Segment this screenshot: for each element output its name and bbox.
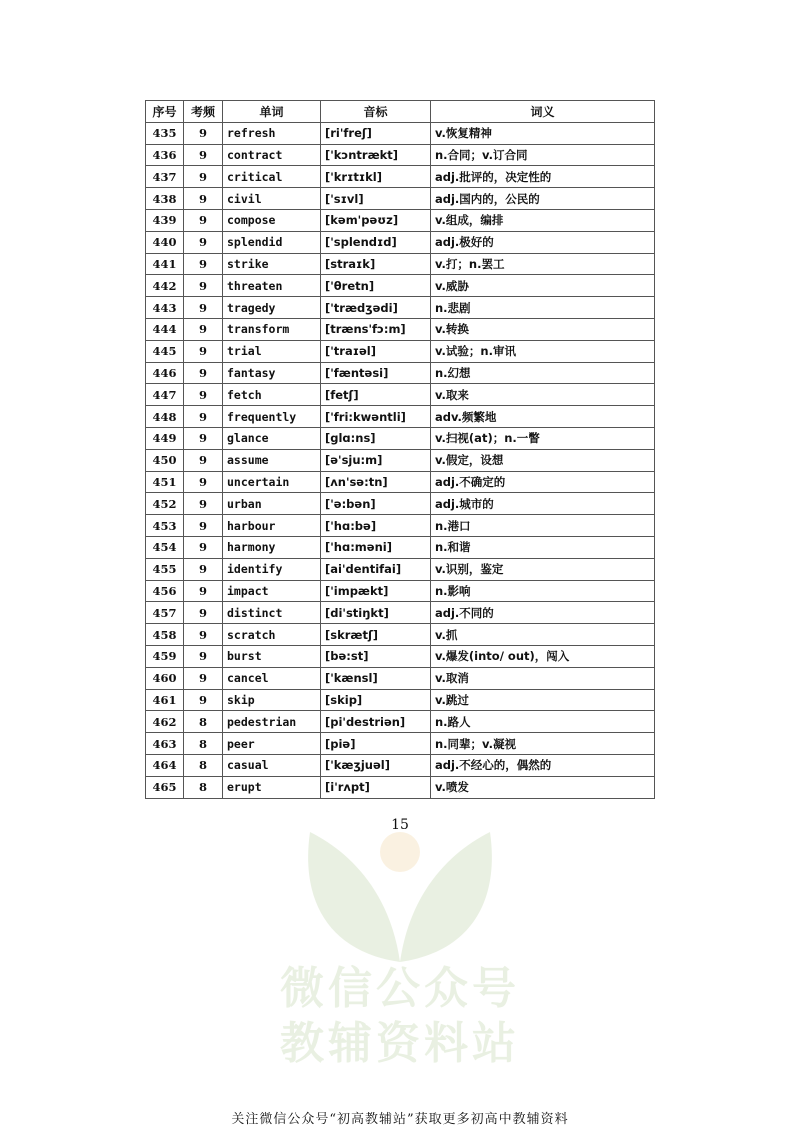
cell-ipa: [bə:st] — [321, 645, 431, 667]
cell-freq: 9 — [184, 406, 223, 428]
cell-num: 463 — [146, 733, 184, 755]
cell-ipa: [skrætʃ] — [321, 624, 431, 646]
cell-ipa: ['trædʒədi] — [321, 297, 431, 319]
table-row — [146, 515, 655, 537]
cell-freq: 9 — [184, 188, 223, 210]
cell-num: 458 — [146, 624, 184, 646]
cell-num: 452 — [146, 493, 184, 515]
cell-def: adj.城市的 — [431, 493, 655, 515]
table-row — [146, 406, 655, 428]
cell-ipa: ['kɔntrækt] — [321, 144, 431, 166]
cell-def: n.港口 — [431, 515, 655, 537]
cell-freq: 9 — [184, 231, 223, 253]
cell-ipa: ['ə:bən] — [321, 493, 431, 515]
cell-def: v.组成，编排 — [431, 209, 655, 231]
cell-num: 444 — [146, 318, 184, 340]
cell-word: assume — [223, 449, 321, 471]
cell-word: glance — [223, 427, 321, 449]
cell-ipa: [ʌn'sə:tn] — [321, 471, 431, 493]
cell-freq: 9 — [184, 362, 223, 384]
table-row — [146, 536, 655, 558]
table-row — [146, 362, 655, 384]
cell-def: adj.不确定的 — [431, 471, 655, 493]
table-row — [146, 449, 655, 471]
table-row — [146, 667, 655, 689]
cell-freq: 9 — [184, 493, 223, 515]
vocab-table — [145, 100, 655, 799]
watermark — [270, 812, 530, 1069]
table-row — [146, 776, 655, 798]
cell-word: erupt — [223, 776, 321, 798]
cell-freq: 9 — [184, 122, 223, 144]
cell-word: transform — [223, 318, 321, 340]
table-row — [146, 253, 655, 275]
cell-freq: 9 — [184, 558, 223, 580]
cell-def: v.假定，设想 — [431, 449, 655, 471]
cell-def: n.合同；v.订合同 — [431, 144, 655, 166]
cell-freq: 9 — [184, 689, 223, 711]
table-row — [146, 209, 655, 231]
cell-freq: 9 — [184, 318, 223, 340]
cell-num: 450 — [146, 449, 184, 471]
table-row — [146, 624, 655, 646]
cell-word: contract — [223, 144, 321, 166]
cell-ipa: [fetʃ] — [321, 384, 431, 406]
cell-def: v.跳过 — [431, 689, 655, 711]
cell-word: splendid — [223, 231, 321, 253]
cell-ipa: [træns'fɔ:m] — [321, 318, 431, 340]
cell-num: 440 — [146, 231, 184, 253]
cell-def: adj.不经心的，偶然的 — [431, 754, 655, 776]
table-row — [146, 340, 655, 362]
cell-word: distinct — [223, 602, 321, 624]
cell-def: v.打；n.罢工 — [431, 253, 655, 275]
table-row — [146, 122, 655, 144]
cell-word: civil — [223, 188, 321, 210]
cell-ipa: ['traɪəl] — [321, 340, 431, 362]
table-body — [146, 122, 655, 798]
cell-num: 438 — [146, 188, 184, 210]
cell-ipa: [i'rʌpt] — [321, 776, 431, 798]
cell-ipa: ['fri:kwəntli] — [321, 406, 431, 428]
cell-ipa: ['θretn] — [321, 275, 431, 297]
table-row — [146, 754, 655, 776]
cell-freq: 9 — [184, 645, 223, 667]
cell-word: strike — [223, 253, 321, 275]
cell-word: fantasy — [223, 362, 321, 384]
leaf-logo-icon — [270, 812, 530, 962]
cell-freq: 9 — [184, 384, 223, 406]
cell-def: v.喷发 — [431, 776, 655, 798]
cell-word: uncertain — [223, 471, 321, 493]
table-row — [146, 602, 655, 624]
cell-ipa: ['kæʒjuəl] — [321, 754, 431, 776]
cell-word: fetch — [223, 384, 321, 406]
cell-ipa: [straɪk] — [321, 253, 431, 275]
cell-word: pedestrian — [223, 711, 321, 733]
cell-freq: 9 — [184, 166, 223, 188]
table-header-row — [146, 101, 655, 123]
cell-def: v.转换 — [431, 318, 655, 340]
cell-def: v.抓 — [431, 624, 655, 646]
cell-word: harbour — [223, 515, 321, 537]
table-row — [146, 275, 655, 297]
cell-word: compose — [223, 209, 321, 231]
cell-freq: 9 — [184, 253, 223, 275]
cell-ipa: [piə] — [321, 733, 431, 755]
cell-def: n.悲剧 — [431, 297, 655, 319]
cell-num: 462 — [146, 711, 184, 733]
cell-def: n.和谐 — [431, 536, 655, 558]
cell-def: v.爆发(into/ out)，闯入 — [431, 645, 655, 667]
cell-word: burst — [223, 645, 321, 667]
table-row — [146, 144, 655, 166]
watermark-line-2: 教辅资料站 — [280, 1018, 520, 1069]
table-row — [146, 471, 655, 493]
cell-def: adj.批评的，决定性的 — [431, 166, 655, 188]
cell-num: 453 — [146, 515, 184, 537]
cell-num: 460 — [146, 667, 184, 689]
cell-def: adj.极好的 — [431, 231, 655, 253]
watermark-line-1: 微信公众号 — [280, 963, 520, 1014]
cell-ipa: [di'stiŋkt] — [321, 602, 431, 624]
cell-word: impact — [223, 580, 321, 602]
table-row — [146, 689, 655, 711]
cell-freq: 8 — [184, 754, 223, 776]
cell-freq: 9 — [184, 340, 223, 362]
cell-def: adj.国内的，公民的 — [431, 188, 655, 210]
cell-word: threaten — [223, 275, 321, 297]
cell-def: n.幻想 — [431, 362, 655, 384]
cell-num: 456 — [146, 580, 184, 602]
cell-freq: 9 — [184, 297, 223, 319]
table-row — [146, 645, 655, 667]
table-row — [146, 427, 655, 449]
cell-word: urban — [223, 493, 321, 515]
cell-num: 443 — [146, 297, 184, 319]
cell-word: frequently — [223, 406, 321, 428]
cell-word: cancel — [223, 667, 321, 689]
cell-num: 439 — [146, 209, 184, 231]
cell-freq: 9 — [184, 471, 223, 493]
cell-def: adj.不同的 — [431, 602, 655, 624]
table-row — [146, 318, 655, 340]
cell-def: v.扫视(at)；n.一瞥 — [431, 427, 655, 449]
cell-def: v.试验；n.审讯 — [431, 340, 655, 362]
cell-num: 436 — [146, 144, 184, 166]
cell-ipa: ['krɪtɪkl] — [321, 166, 431, 188]
cell-num: 448 — [146, 406, 184, 428]
cell-freq: 9 — [184, 536, 223, 558]
cell-num: 437 — [146, 166, 184, 188]
table-row — [146, 384, 655, 406]
cell-word: peer — [223, 733, 321, 755]
cell-num: 459 — [146, 645, 184, 667]
cell-num: 455 — [146, 558, 184, 580]
cell-def: v.取来 — [431, 384, 655, 406]
header-ipa: 音标 — [321, 101, 431, 123]
table-row — [146, 188, 655, 210]
header-freq: 考频 — [184, 101, 223, 123]
table-row — [146, 733, 655, 755]
cell-ipa: [skip] — [321, 689, 431, 711]
cell-ipa: [kəm'pəʊz] — [321, 209, 431, 231]
table-row — [146, 493, 655, 515]
cell-freq: 8 — [184, 733, 223, 755]
cell-num: 465 — [146, 776, 184, 798]
page-number: 15 — [391, 817, 409, 833]
cell-ipa: ['hɑ:məni] — [321, 536, 431, 558]
cell-def: v.威胁 — [431, 275, 655, 297]
cell-word: harmony — [223, 536, 321, 558]
cell-num: 457 — [146, 602, 184, 624]
cell-ipa: [ə'sju:m] — [321, 449, 431, 471]
cell-freq: 8 — [184, 711, 223, 733]
cell-freq: 9 — [184, 209, 223, 231]
cell-freq: 9 — [184, 624, 223, 646]
cell-ipa: ['fæntəsi] — [321, 362, 431, 384]
cell-ipa: ['impækt] — [321, 580, 431, 602]
cell-num: 441 — [146, 253, 184, 275]
cell-def: v.取消 — [431, 667, 655, 689]
header-def: 词义 — [431, 101, 655, 123]
cell-def: n.影响 — [431, 580, 655, 602]
cell-def: n.路人 — [431, 711, 655, 733]
cell-ipa: ['hɑ:bə] — [321, 515, 431, 537]
cell-word: refresh — [223, 122, 321, 144]
cell-ipa: ['sɪvl] — [321, 188, 431, 210]
footer-note: 关注微信公众号“初高教辅站”获取更多初高中教辅资料 — [231, 1112, 569, 1127]
cell-num: 446 — [146, 362, 184, 384]
cell-ipa: ['splendɪd] — [321, 231, 431, 253]
cell-freq: 9 — [184, 515, 223, 537]
cell-def: n.同辈；v.凝视 — [431, 733, 655, 755]
cell-freq: 9 — [184, 275, 223, 297]
cell-num: 442 — [146, 275, 184, 297]
cell-num: 464 — [146, 754, 184, 776]
table-row — [146, 166, 655, 188]
cell-num: 445 — [146, 340, 184, 362]
cell-ipa: [pi'destriən] — [321, 711, 431, 733]
cell-word: identify — [223, 558, 321, 580]
table-row — [146, 297, 655, 319]
cell-freq: 9 — [184, 580, 223, 602]
cell-def: adv.频繁地 — [431, 406, 655, 428]
cell-num: 461 — [146, 689, 184, 711]
table-row — [146, 231, 655, 253]
cell-num: 447 — [146, 384, 184, 406]
cell-num: 454 — [146, 536, 184, 558]
cell-word: casual — [223, 754, 321, 776]
cell-ipa: [glɑ:ns] — [321, 427, 431, 449]
cell-freq: 9 — [184, 449, 223, 471]
cell-freq: 9 — [184, 427, 223, 449]
cell-freq: 8 — [184, 776, 223, 798]
table-row — [146, 711, 655, 733]
header-num: 序号 — [146, 101, 184, 123]
cell-word: tragedy — [223, 297, 321, 319]
cell-def: v.恢复精神 — [431, 122, 655, 144]
cell-num: 451 — [146, 471, 184, 493]
cell-ipa: ['kænsl] — [321, 667, 431, 689]
cell-freq: 9 — [184, 667, 223, 689]
cell-freq: 9 — [184, 602, 223, 624]
cell-word: scratch — [223, 624, 321, 646]
table-row — [146, 558, 655, 580]
cell-def: v.识别，鉴定 — [431, 558, 655, 580]
cell-word: skip — [223, 689, 321, 711]
cell-ipa: [ri'freʃ] — [321, 122, 431, 144]
cell-word: trial — [223, 340, 321, 362]
header-word: 单词 — [223, 101, 321, 123]
cell-freq: 9 — [184, 144, 223, 166]
cell-num: 435 — [146, 122, 184, 144]
cell-ipa: [ai'dentifai] — [321, 558, 431, 580]
cell-word: critical — [223, 166, 321, 188]
table-row — [146, 580, 655, 602]
cell-num: 449 — [146, 427, 184, 449]
